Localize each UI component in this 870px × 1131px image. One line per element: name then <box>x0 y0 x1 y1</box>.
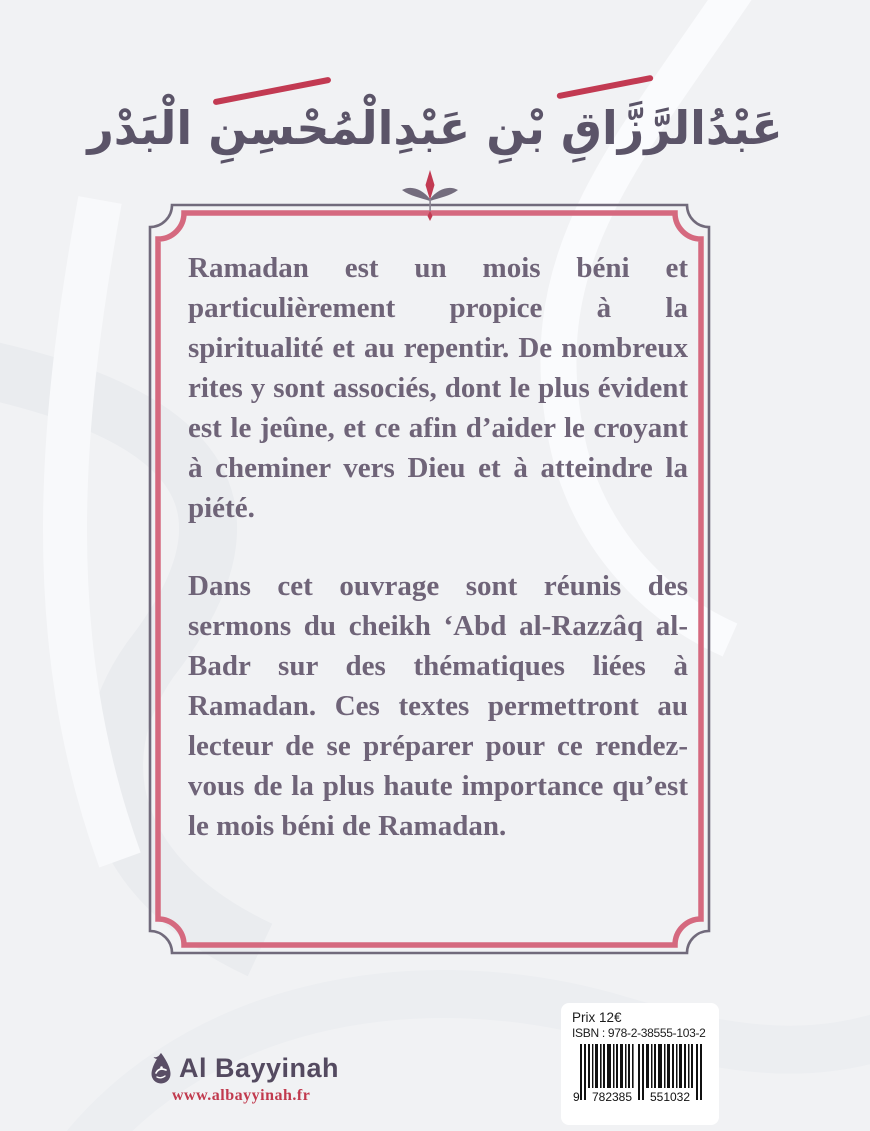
publisher-drop-icon <box>148 1050 174 1086</box>
ean-digits-middle: 782385 <box>591 1090 633 1104</box>
publisher-website: www.albayyinah.fr <box>172 1087 311 1104</box>
barcode-box <box>561 1003 719 1125</box>
ean-digit-left: 9 <box>573 1090 580 1104</box>
blurb-paragraph-2: Dans cet ouvrage sont réunis des sermons du cheikh ‘Abd al-Razzâq al-Badr sur des thématiques liées à Ramadan. Ces textes permettront au lecteur de se préparer pour ce rendez-vous de la plus haute importance qu’est le mois béni de Ramadan. <box>188 570 688 842</box>
price-label: Prix 12€ <box>572 1010 622 1025</box>
back-cover-blurb <box>188 248 688 846</box>
author-name-arabic: عَبْدُالرَّزَّاقِ بْنِ عَبْدِالْمُحْسِنِ الْبَدْر <box>87 101 783 155</box>
ean13-barcode <box>572 1044 710 1104</box>
publisher-logo-block <box>148 1050 339 1105</box>
publisher-name: Al Bayyinah <box>179 1052 340 1083</box>
ean-digits-right: 551032 <box>649 1090 691 1104</box>
isbn-label: ISBN : 978-2-38555-103-2 <box>572 1026 706 1040</box>
blurb-paragraph-1: Ramadan est un mois béni et particulièrement propice à la spiritualité et au repentir. De nombreux rites y sont associés, dont le plus évident est le jeûne, et ce afin d’aider le croyant à cheminer vers Dieu et à atteindre la piété. <box>188 252 688 524</box>
